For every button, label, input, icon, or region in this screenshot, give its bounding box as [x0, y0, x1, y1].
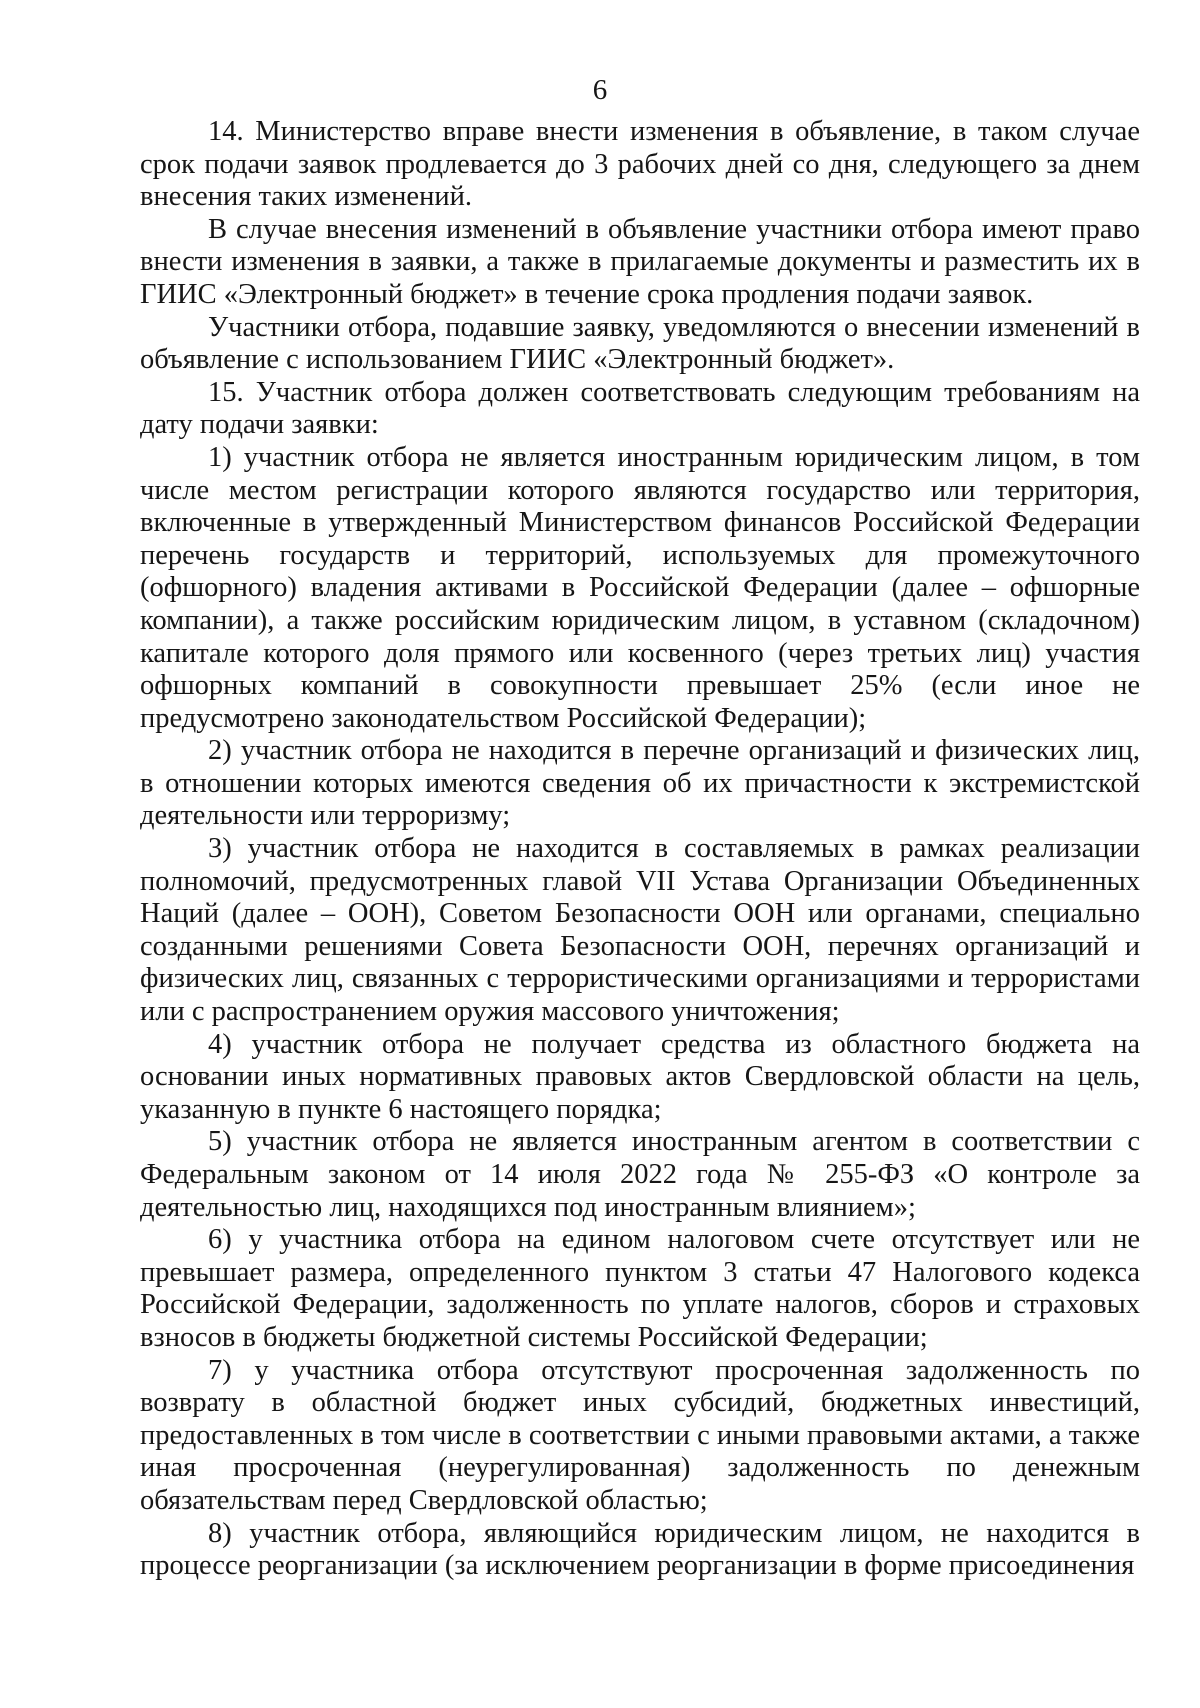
requirement-item-2: 2) участник отбора не находится в перечне организаций и физических лиц, в отношении которых имеются сведения об их причастности к экстремистской деятельности или терроризму;: [140, 735, 1140, 832]
paragraph-notification: Участники отбора, подавшие заявку, уведомляются о внесении изменений в объявление с использованием ГИИС «Электронный бюджет».: [140, 311, 1140, 376]
requirement-item-1: 1) участник отбора не является иностранным юридическим лицом, в том числе местом регистрации которого являются государство или территория, включенные в утвержденный Министерством финансов Российской Федерации перечень государств и территорий, используемых для промежуточного (офшорного) владения активами в Российской Федерации (далее – офшорные компании), а также российским юридическим лицом, в уставном (складочном) капитале которого доля прямого или косвенного (через третьих лиц) участия офшорных компаний в совокупности превышает 25% (если иное не предусмотрено законодательством Российской Федерации);: [140, 441, 1140, 734]
requirement-item-7: 7) у участника отбора отсутствуют просроченная задолженность по возврату в областной бюджет иных субсидий, бюджетных инвестиций, предоставленных в том числе в соответствии с иными правовыми актами, а также иная просроченная (неурегулированная) задолженность по денежным обязательствам перед Свердловской областью;: [140, 1354, 1140, 1516]
requirement-item-4: 4) участник отбора не получает средства из областного бюджета на основании иных нормативных правовых актов Свердловской области на цель, указанную в пункте 6 настоящего порядка;: [140, 1028, 1140, 1125]
paragraph-changes-rights: В случае внесения изменений в объявление участники отбора имеют право внести изменения в заявки, а также в прилагаемые документы и разместить их в ГИИС «Электронный бюджет» в течение срока продления подачи заявок.: [140, 213, 1140, 310]
page-number: 6: [592, 74, 608, 106]
requirement-item-3: 3) участник отбора не находится в составляемых в рамках реализации полномочий, предусмотренных главой VII Устава Организации Объединенных Наций (далее – ООН), Советом Безопасности ООН или органами, специально созданными решениями Совета Безопасности ООН, перечнях организаций и физических лиц, связанных с террористическими организациями и террористами или с распространением оружия массового уничтожения;: [140, 833, 1140, 1028]
paragraph-14-intro: 14. Министерство вправе внести изменения в объявление, в таком случае срок подачи заявок продлевается до 3 рабочих дней со дня, следующего за днем внесения таких изменений.: [140, 116, 1140, 213]
document-body: [140, 116, 1140, 1583]
requirement-item-5: 5) участник отбора не является иностранным агентом в соответствии с Федеральным законом от 14 июля 2022 года № 255-ФЗ «О контроле за деятельностью лиц, находящихся под иностранным влиянием»;: [140, 1126, 1140, 1223]
requirement-item-6: 6) у участника отбора на едином налоговом счете отсутствует или не превышает размера, определенного пунктом 3 статьи 47 Налогового кодекса Российской Федерации, задолженность по уплате налогов, сборов и страховых взносов в бюджеты бюджетной системы Российской Федерации;: [140, 1224, 1140, 1353]
requirement-item-8: 8) участник отбора, являющийся юридическим лицом, не находится в процессе реорганизации (за исключением реорганизации в форме присоединения: [140, 1517, 1140, 1582]
paragraph-15-requirements: 15. Участник отбора должен соответствовать следующим требованиям на дату подачи заявки:: [140, 376, 1140, 441]
